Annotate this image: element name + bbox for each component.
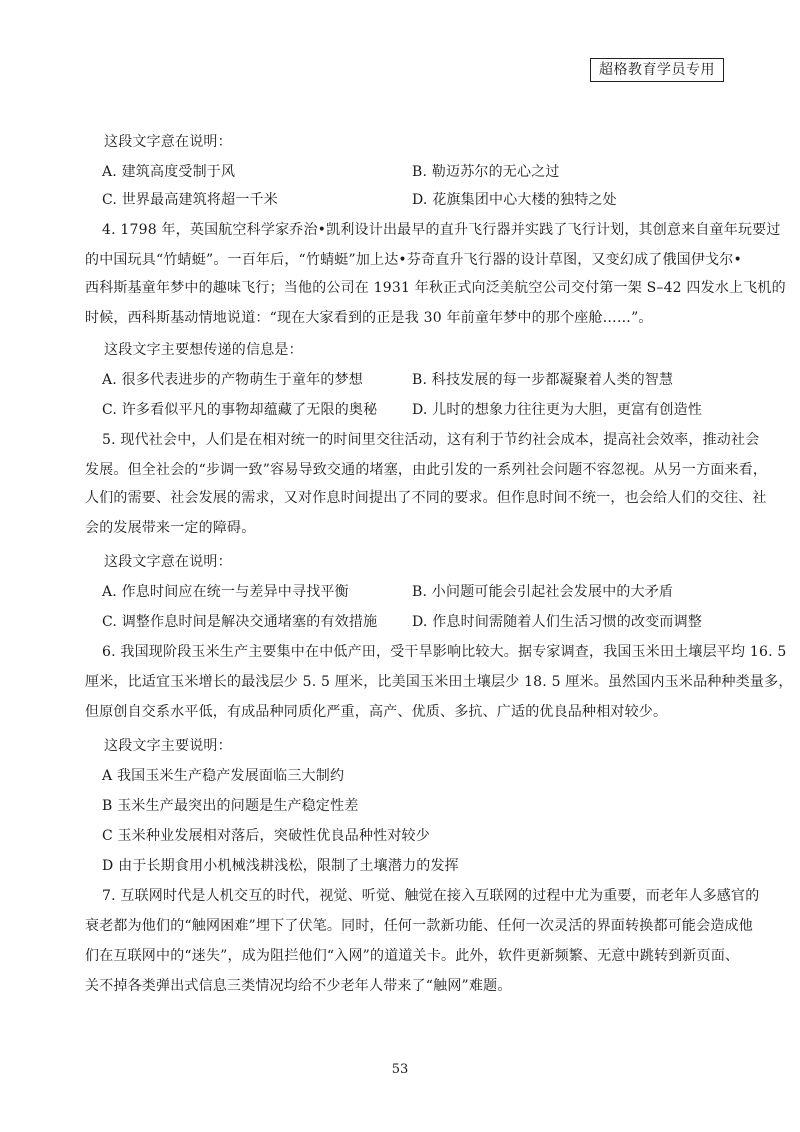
q3-option-d: D. 花旗集团中心大楼的独特之处	[412, 192, 617, 208]
q5-option-c: C. 调整作息时间是解决交通堵塞的有效措施	[102, 614, 378, 630]
q3-option-a: A. 建筑高度受制于风	[102, 164, 236, 180]
q5-options-row-2	[102, 612, 722, 632]
q7-line-3: 们在互联网中的“迷失”，成为阻拦他们“入网”的道道关卡。此外，软件更新频繁、无意中跳转到新页面、	[85, 948, 740, 964]
q3-option-b: B. 勒迈苏尔的无心之过	[412, 164, 560, 180]
q5-line-2: 发展。但全社会的“步调一致”容易导致交通的堵塞，由此引发的一系列社会问题不容忽视。从另一方面来看，	[85, 462, 768, 478]
q6-option-a: A 我国玉米生产稳产发展面临三大制约	[102, 768, 345, 784]
q4-option-c: C. 许多看似平凡的事物却蕴藏了无限的奥秘	[102, 402, 378, 418]
page-number: 53	[391, 1062, 409, 1077]
q7-line-1: 7. 互联网时代是人机交互的时代，视觉、听觉、触觉在接入互联网的过程中尤为重要，而老年人多感官的	[102, 888, 760, 904]
q6-option-b: B 玉米生产最突出的问题是生产稳定性差	[102, 798, 359, 814]
q5-line-3: 人们的需要、社会发展的需求，又对作息时间提出了不同的要求。但作息时间不统一，也会给人们的交往、社	[85, 490, 767, 506]
q3-options-row-2	[102, 190, 722, 210]
watermark-stamp: 超格教育学员专用	[590, 58, 724, 82]
q4-prompt: 这段文字主要想传递的信息是：	[104, 342, 303, 358]
q6-option-d: D 由于长期食用小机械浅耕浅松，限制了土壤潜力的发挥	[102, 858, 459, 874]
q4-option-a: A. 很多代表进步的产物萌生于童年的梦想	[102, 372, 364, 388]
q6-line-3: 但原创自交系水平低，有成品种同质化严重，高产、优质、多抗、广适的优良品种相对较少。	[85, 704, 668, 720]
q5-option-b: B. 小问题可能会引起社会发展中的大矛盾	[412, 584, 674, 600]
q7-line-2: 衰老都为他们的“触网困难”埋下了伏笔。同时，任何一款新功能、任何一次灵活的界面转换都可能会造成他	[85, 918, 753, 934]
q6-option-c: C 玉米种业发展相对落后，突破性优良品种性对较少	[102, 828, 430, 844]
q4-line-1: 4. 1798 年，英国航空科学家乔治•凯利设计出最早的直升飞行器并实践了飞行计划，其创意来自童年玩要过	[102, 222, 781, 238]
q4-line-4: 时候，西科斯基动情地说道：“现在大家看到的正是我 30 年前童年梦中的那个座舱……”。	[85, 310, 653, 326]
q5-option-d: D. 作息时间需随着人们生活习惯的改变而调整	[412, 614, 703, 630]
q3-prompt: 这段文字意在说明：	[104, 134, 232, 150]
q6-line-1: 6. 我国现阶段玉米生产主要集中在中低产田，受干旱影响比较大。据专家调查，我国玉米田土壤层平均 16. 5	[102, 644, 787, 660]
q5-option-a: A. 作息时间应在统一与差异中寻找平衡	[102, 584, 349, 600]
q4-options-row-1	[102, 370, 722, 390]
q5-line-4: 会的发展带来一定的障碍。	[85, 520, 256, 536]
q5-options-row-1	[102, 582, 722, 602]
q3-options-row-1	[102, 162, 722, 182]
q6-prompt: 这段文字主要说明：	[104, 738, 232, 754]
q6-line-2: 厘米，比适宜玉米增长的最浅层少 5. 5 厘米，比美国玉米田土壤层少 18. 5 厘米。虽然国内玉米品种种类量多，	[85, 674, 793, 690]
q7-line-4: 关不掉各类弹出式信息三类情况均给不少老年人带来了“触网”难题。	[85, 978, 512, 994]
q4-option-d: D. 儿时的想象力往往更为大胆，更富有创造性	[412, 402, 703, 418]
q4-options-row-2	[102, 400, 722, 420]
q4-line-2: 的中国玩具“竹蜻蜓”。一百年后，“竹蜻蜓”加上达•芬奇直升飞行器的设计草图，又变幻成了俄国伊戈尔•	[85, 252, 742, 268]
q5-prompt: 这段文字意在说明：	[104, 554, 232, 570]
q4-option-b: B. 科技发展的每一步都凝聚着人类的智慧	[412, 372, 674, 388]
q5-line-1: 5. 现代社会中，人们是在相对统一的时间里交往活动，这有利于节约社会成本，提高社会效率，推动社会	[102, 432, 760, 448]
q4-line-3: 西科斯基童年梦中的趣味飞行；当他的公司在 1931 年秋正式向泛美航空公司交付第一架 S–42 四发水上飞机的	[85, 280, 786, 296]
q3-option-c: C. 世界最高建筑将超一千米	[102, 192, 278, 208]
